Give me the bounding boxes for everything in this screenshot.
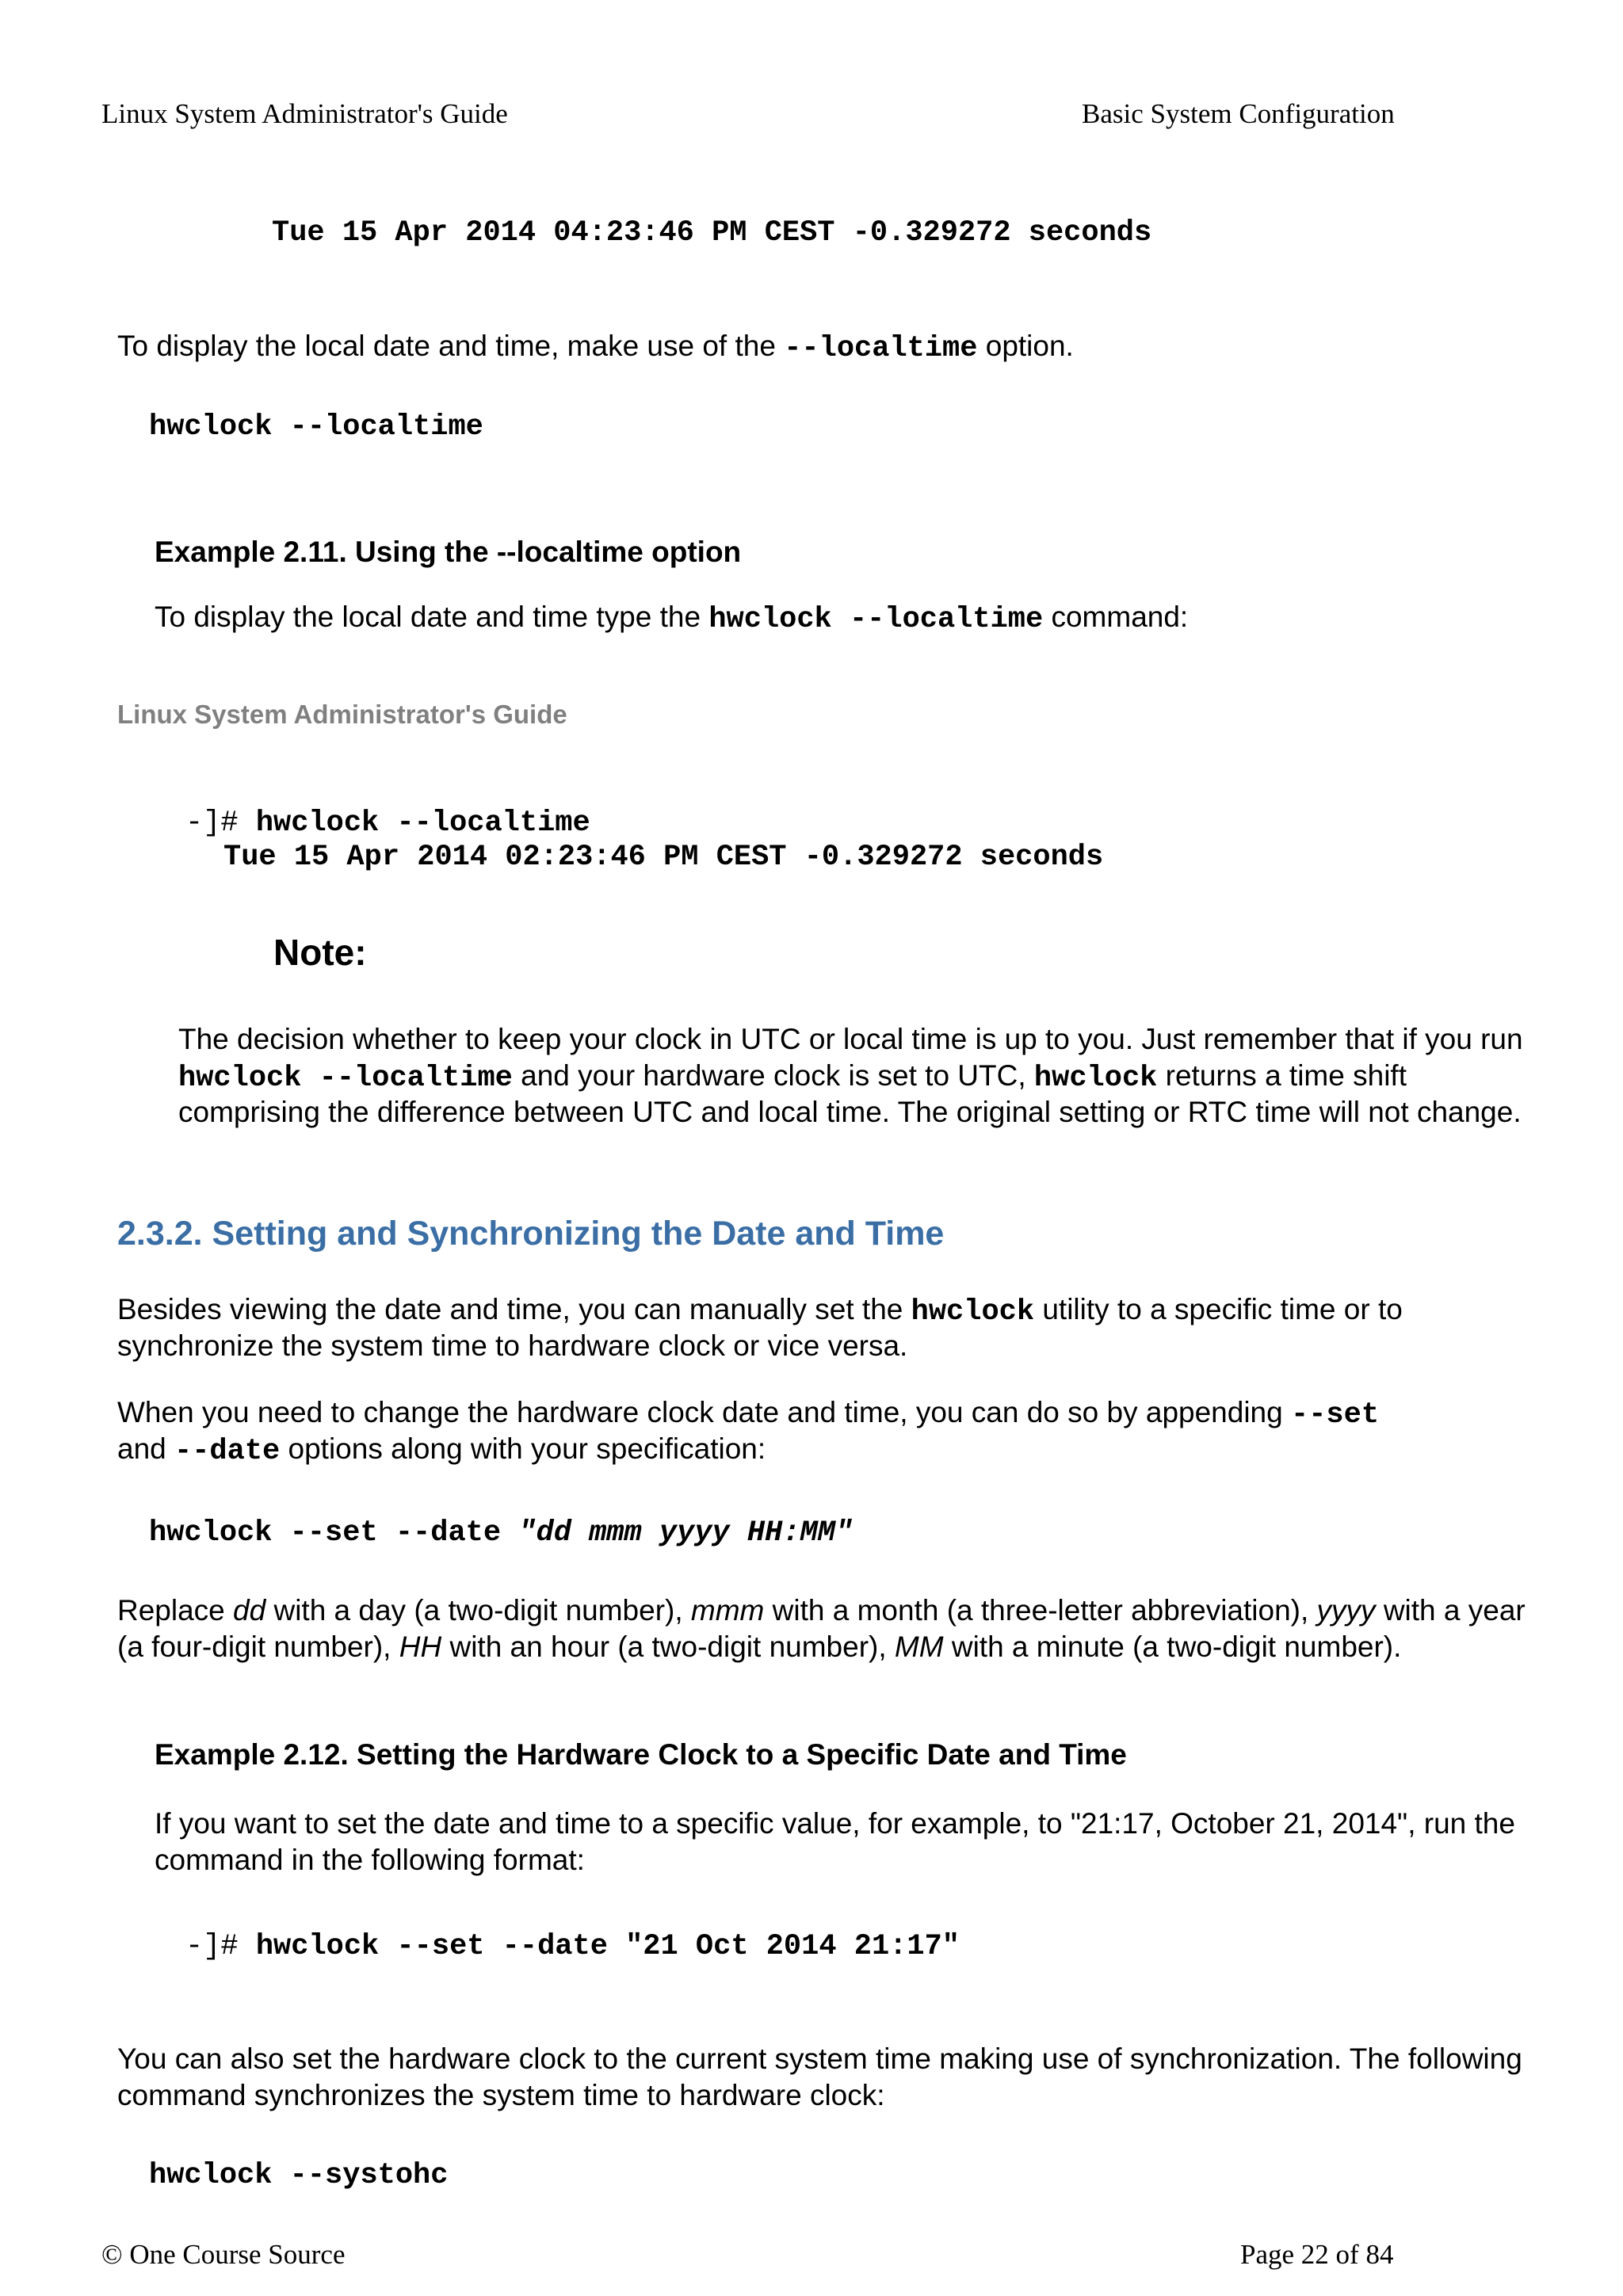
paragraph-localtime: To display the local date and time, make use of the --localtime option. — [117, 330, 1074, 365]
code-block-set: hwclock --set --date "dd mmm yyyy HH:MM" — [149, 1516, 854, 1550]
page-header-left: Linux System Administrator's Guide — [101, 98, 508, 129]
code-placeholder: "dd mmm yyyy HH:MM" — [518, 1516, 854, 1550]
note-line-3: comprising the difference between UTC and local time. The original setting or RTC time will not change. — [178, 1096, 1522, 1128]
paragraph-sync-line-2: command synchronizes the system time to hardware clock: — [117, 2079, 885, 2111]
note-title: Note: — [273, 932, 367, 973]
code-block-systohc: hwclock --systohc — [149, 2159, 449, 2192]
example-text-2-11: To display the local date and time type the hwclock --localtime command: — [155, 601, 1189, 636]
inline-code: hwclock --localtime — [708, 603, 1044, 636]
paragraph-besides-line-2: synchronize the system time to hardware clock or vice versa. — [117, 1329, 908, 1362]
paragraph-change-line-2: and --date options along with your specification: — [117, 1432, 766, 1468]
section-heading: 2.3.2. Setting and Synchronizing the Date and Time — [117, 1215, 945, 1253]
terminal-prompt: -]# — [185, 807, 256, 840]
example-text-2-12-line-1: If you want to set the date and time to a specific value, for example, to "21:17, October 21, 2014", run the — [155, 1807, 1515, 1840]
example-title-2-11: Example 2.11. Using the --localtime option — [155, 536, 742, 568]
page-footer-right: Page 22 of 84 — [1240, 2239, 1394, 2270]
inline-code: --date — [174, 1435, 281, 1468]
running-header: Linux System Administrator's Guide — [117, 700, 567, 729]
inline-code: hwclock --localtime — [178, 1062, 513, 1095]
inline-code: hwclock — [1033, 1062, 1158, 1095]
command-output: Tue 15 Apr 2014 04:23:46 PM CEST -0.329272 seconds — [272, 216, 1152, 250]
inline-code: --set — [1291, 1398, 1380, 1432]
note-line-1: The decision whether to keep your clock in UTC or local time is up to you. Just remember that if you run — [178, 1023, 1523, 1055]
terminal-command-2-11: -]# hwclock --localtime — [185, 807, 590, 840]
paragraph-change-line-1: When you need to change the hardware clock date and time, you can do so by appending --set — [117, 1396, 1380, 1432]
page-footer-left: © One Course Source — [101, 2239, 346, 2270]
inline-code: hwclock — [911, 1295, 1035, 1329]
terminal-output-2-11: Tue 15 Apr 2014 02:23:46 PM CEST -0.329272 seconds — [223, 841, 1104, 874]
example-text-2-12-line-2: command in the following format: — [155, 1844, 585, 1876]
paragraph-sync-line-1: You can also set the hardware clock to the current system time making use of synchronization. The following — [117, 2042, 1522, 2075]
example-title-2-12: Example 2.12. Setting the Hardware Clock to a Specific Date and Time — [155, 1738, 1127, 1771]
code-block-localtime: hwclock --localtime — [149, 410, 483, 444]
terminal-prompt: -]# — [185, 1930, 256, 1963]
paragraph-replace-line-1: Replace dd with a day (a two-digit number), mmm with a month (a three-letter abbreviation), yyyy with a year — [117, 1594, 1526, 1627]
paragraph-replace-line-2: (a four-digit number), HH with an hour (a two-digit number), MM with a minute (a two-digit number). — [117, 1630, 1402, 1663]
terminal-command-2-12: -]# hwclock --set --date "21 Oct 2014 21:17" — [185, 1930, 960, 1963]
page-header-right: Basic System Configuration — [1082, 98, 1395, 129]
inline-code: --localtime — [784, 332, 978, 365]
paragraph-besides-line-1: Besides viewing the date and time, you can manually set the hwclock utility to a specific time or to — [117, 1293, 1403, 1329]
note-line-2: hwclock --localtime and your hardware clock is set to UTC, hwclock returns a time shift — [178, 1059, 1407, 1095]
